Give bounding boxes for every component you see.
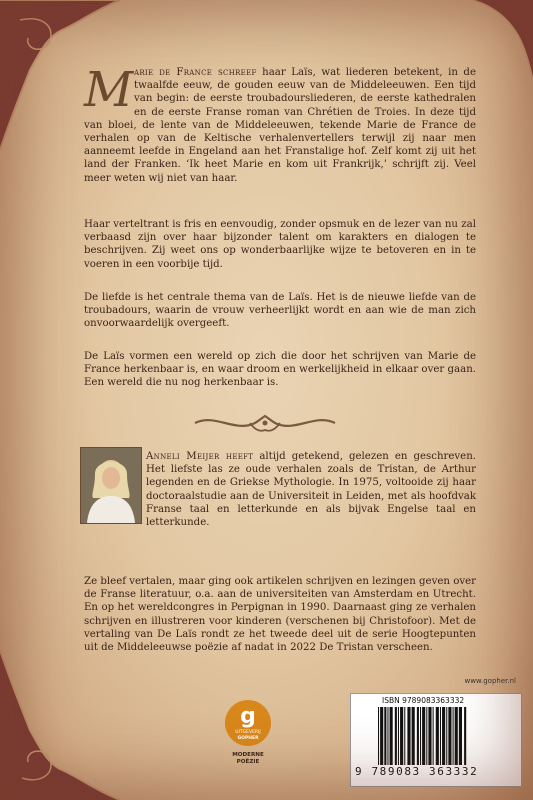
barcode-bar bbox=[455, 707, 458, 765]
barcode-bar bbox=[395, 707, 397, 765]
barcode-bar bbox=[400, 707, 403, 765]
author-portrait bbox=[81, 448, 141, 523]
barcode-bar bbox=[442, 707, 445, 765]
barcode-bar bbox=[404, 707, 405, 765]
author-bio-text: altijd getekend, gelezen en geschreven. Het liefste las ze oude verhalen zoals de Tristan, de Arthur legenden en de Griekse Mythologie. In 1975, voltooide zij haar doctoraalstudie aan de Universiteit in Leiden, met als hoofdvak Franse taal en letterkunde en als bijvak Engelse taal en letterkunde. bbox=[146, 451, 476, 529]
barcode-bar bbox=[446, 707, 447, 765]
barcode-bar bbox=[380, 707, 383, 765]
barcode-bar bbox=[440, 707, 441, 765]
barcode-bar bbox=[417, 707, 419, 765]
intro-text: haar Laïs, wat liederen betekent, in de twaalfde eeuw, de gouden eeuw van de Middeleeuwen. Een tijd van begin: de eerste troubadoursliederen, de eerste kathedralen en de eerste Franse roman van Chrétien de Troies. In deze tijd van bloei, de lente van de Middeleeuwen, tekende Marie de France de verhalen op van de Keltische verhalenvertellers terwijl zij naar men aanneemt leefde in Engeland aan het Franstalige hof. Zelf komt zij uit het land der Franken. ‘Ik heet Marie en kom uit Frankrijk,’ schrijft zij. Veel meer weten wij niet van haar. bbox=[84, 67, 476, 184]
barcode-bar bbox=[420, 707, 421, 765]
blurb-paragraph-3: De Laïs vormen een wereld op zich die door het schrijven van Marie de France herkenbaar is, en waar droom en werkelijkheid in elkaar over gaan. Een wereld die nu nog herkenbaar is. bbox=[84, 351, 476, 389]
barcode-bar bbox=[412, 707, 415, 765]
author-photo bbox=[80, 447, 142, 524]
barcode-digits: 9 789083 363332 bbox=[355, 765, 479, 778]
barcode-bars bbox=[376, 707, 518, 765]
barcode-bar bbox=[422, 707, 425, 765]
author-bio-2: Ze bleef vertalen, maar ging ook artikelen schrijven en lezingen geven over de Franse literatuur, o.a. aan de universiteiten van Amsterdam en Utrecht. En op het wereldcongres in Perpignan in 1990. Daarnaast ging ze verhalen schrijven en illustreren voor kinderen (verschenen bij Christofoor). Met de vertaling van De Laïs rondt ze het tweede deel uit de serie Hoogtepunten uit de Middeleeuwse poëzie af nadat in 2022 De Tristan verscheen. bbox=[84, 576, 476, 654]
series-label: MODERNE POËZIE bbox=[232, 752, 264, 765]
barcode-bar bbox=[387, 707, 388, 765]
publisher-url: www.gopher.nl bbox=[464, 677, 516, 685]
author-bio bbox=[146, 450, 476, 529]
blurb-intro bbox=[84, 62, 476, 185]
barcode-bar bbox=[448, 707, 451, 765]
barcode-bar bbox=[459, 707, 462, 765]
barcode-bar bbox=[384, 707, 386, 765]
dropcap-letter bbox=[82, 62, 134, 118]
barcode-bar bbox=[398, 707, 399, 765]
barcode-bar bbox=[436, 707, 439, 765]
blurb-paragraph-2: De liefde is het centrale thema van de Laïs. Het is de nieuwe liefde van de troubadours, waarin de vrouw verheerlijkt wordt en aan wie de man zich onvoorwaardelijk overgeeft. bbox=[84, 292, 476, 330]
corner-ornament-bottom-left bbox=[0, 650, 120, 800]
barcode-bar bbox=[453, 707, 454, 765]
barcode-bar bbox=[428, 707, 431, 765]
barcode-bar bbox=[464, 707, 466, 765]
blurb-paragraph-1: Haar verteltrant is fris en eenvoudig, zonder opsmuk en de lezer van nu zal verbaasd zijn over haar bijzonder talent om karakters en dialogen te beschrijven. Zij weet ons op wonderbaarlijke wijze te betoveren en in te voeren in een voorbije tijd. bbox=[84, 219, 476, 270]
intro-lead: arie de France schreef bbox=[134, 67, 257, 78]
author-lead: Anneli Meijer heeft bbox=[146, 451, 254, 462]
barcode-bar bbox=[426, 707, 427, 765]
barcode-bar bbox=[390, 707, 393, 765]
corner-ornament-top-right bbox=[473, 0, 533, 80]
flourish-divider bbox=[190, 408, 340, 438]
publisher-logo: g UITGEVERIJ GOPHER bbox=[225, 700, 271, 746]
barcode-bar bbox=[433, 707, 434, 765]
svg-text:M: M bbox=[84, 62, 134, 118]
isbn-label: ISBN 9789083363332 bbox=[382, 696, 465, 705]
barcode-bar bbox=[378, 707, 379, 765]
barcode-bar bbox=[407, 707, 410, 765]
